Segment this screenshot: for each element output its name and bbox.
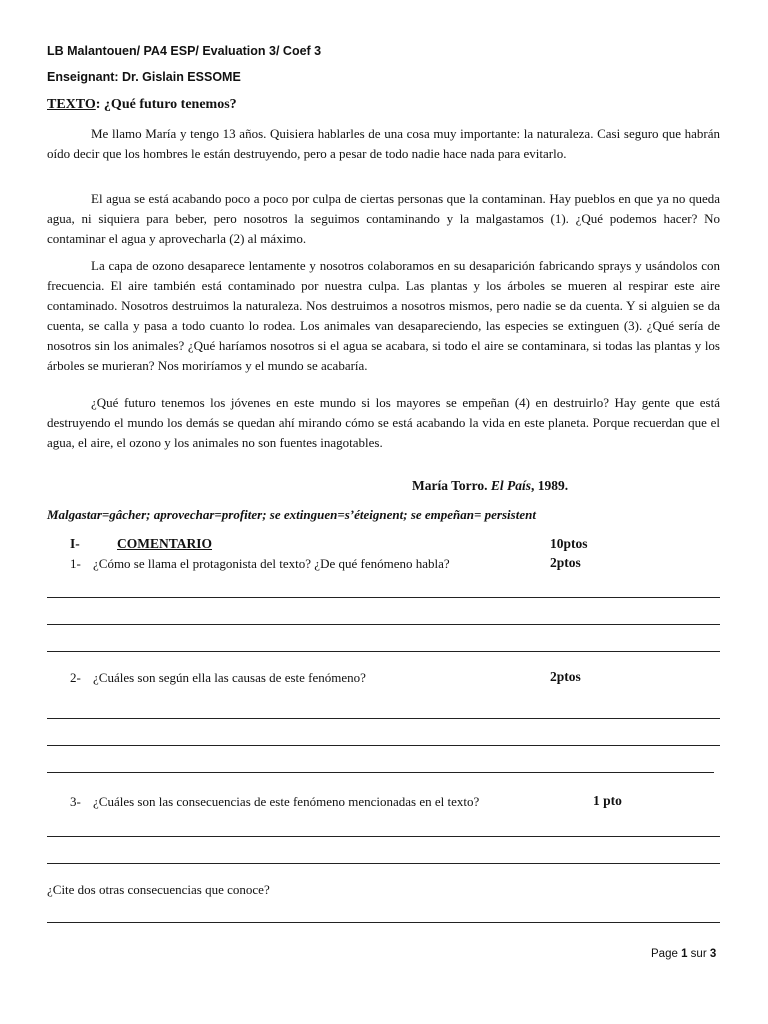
question-3-text: ¿Cuáles son las consecuencias de este fenómeno mencionadas en el texto? xyxy=(93,794,480,809)
paragraph-4: ¿Qué futuro tenemos los jóvenes en este mundo si los mayores se empeñan (4) en destruirlo? Hay gente que está destruyendo el mundo los demás se quedan ahí mirando cómo se está acabando la vida en este planeta. Porque recuerdan que el agua, el aire, el ozono y los animales no son fuentes inagotables. xyxy=(47,395,720,450)
answer-line[interactable] xyxy=(47,772,714,773)
source-year: , 1989. xyxy=(531,478,569,493)
answer-line[interactable] xyxy=(47,922,720,923)
page-sep: sur xyxy=(690,948,707,960)
question-1-text: ¿Cómo se llama el protagonista del texto? ¿De qué fenómeno habla? xyxy=(93,556,450,571)
paragraph-1: Me llamo María y tengo 13 años. Quisiera hablarles de una cosa muy importante: la naturaleza. Casi seguro que habrán oído decir que los hombres le están destruyendo, pero a pesar de todo nadie hace nada para evitarlo. xyxy=(47,126,720,161)
section-points: 10ptos xyxy=(550,536,588,551)
text-source xyxy=(412,478,568,494)
answer-line[interactable] xyxy=(47,863,720,864)
page-number xyxy=(651,948,716,960)
question-2-points: 2ptos xyxy=(550,669,581,684)
paragraph-3: La capa de ozono desaparece lentamente y nosotros colaboramos en su desaparición fabricando sprays y usándolos con frecuencia. El aire también está contaminado por nuestra culpa. Las plantas y los árboles se mueren al respirar este aire contaminado. Nosotros destruimos la naturaleza. Nos destruimos a nosotros mismos, pero nadie se da cuenta. Y si alguien se da cuenta, se calla y pasa a todo cuanto lo rodea. Los animales van desapareciendo, las especies se extinguen (3). ¿Qué sería de nosotros sin los animales? ¿Qué haríamos nosotros si el agua se acabara, si todo el aire se contaminara, si todas las plantas y los árboles se murieran? Nos moriríamos y el mundo se acabaría. xyxy=(47,258,720,373)
page-prefix: Page xyxy=(651,948,678,960)
source-author: María Torro. xyxy=(412,478,488,493)
page-current: 1 xyxy=(681,948,688,960)
page-total: 3 xyxy=(709,948,717,960)
question-1-number: 1- xyxy=(70,556,81,571)
answer-line[interactable] xyxy=(47,624,720,625)
question-3-points: 1 pto xyxy=(593,793,622,808)
section-number: I- xyxy=(70,536,80,551)
question-2-number: 2- xyxy=(70,670,81,685)
answer-line[interactable] xyxy=(47,597,720,598)
teacher-name: Enseignant: Dr. Gislain ESSOME xyxy=(47,70,241,84)
answer-line[interactable] xyxy=(47,651,720,652)
paragraph-2: El agua se está acabando poco a poco por culpa de ciertas personas que la contaminan. Hay pueblos en que ya no queda agua, ni siquiera para beber, pero nosotros la seguimos contaminando y la malgastamos (1). ¿Qué podemos hacer? No contaminar el agua y aprovecharla (2) al máximo. xyxy=(47,191,720,246)
section-title: COMENTARIO xyxy=(117,536,213,551)
answer-line[interactable] xyxy=(47,745,720,746)
text-title xyxy=(47,97,237,113)
extra-question: ¿Cite dos otras consecuencias que conoce? xyxy=(47,882,270,897)
question-1-points: 2ptos xyxy=(550,555,581,570)
answer-line[interactable] xyxy=(47,836,720,837)
source-newspaper: El País xyxy=(490,478,532,493)
question-2-text: ¿Cuáles son según ella las causas de este fenómeno? xyxy=(93,670,366,685)
title-label: TEXTO xyxy=(47,97,96,112)
title-text: : ¿Qué futuro tenemos? xyxy=(95,97,237,112)
question-3-number: 3- xyxy=(70,794,81,809)
answer-line[interactable] xyxy=(47,718,720,719)
exam-header: LB Malantouen/ PA4 ESP/ Evaluation 3/ Coef 3 xyxy=(47,44,322,58)
vocabulary-glossary: Malgastar=gâcher; aprovechar=profiter; se extinguen=s’éteignent; se empeñan= persistent xyxy=(47,507,536,522)
